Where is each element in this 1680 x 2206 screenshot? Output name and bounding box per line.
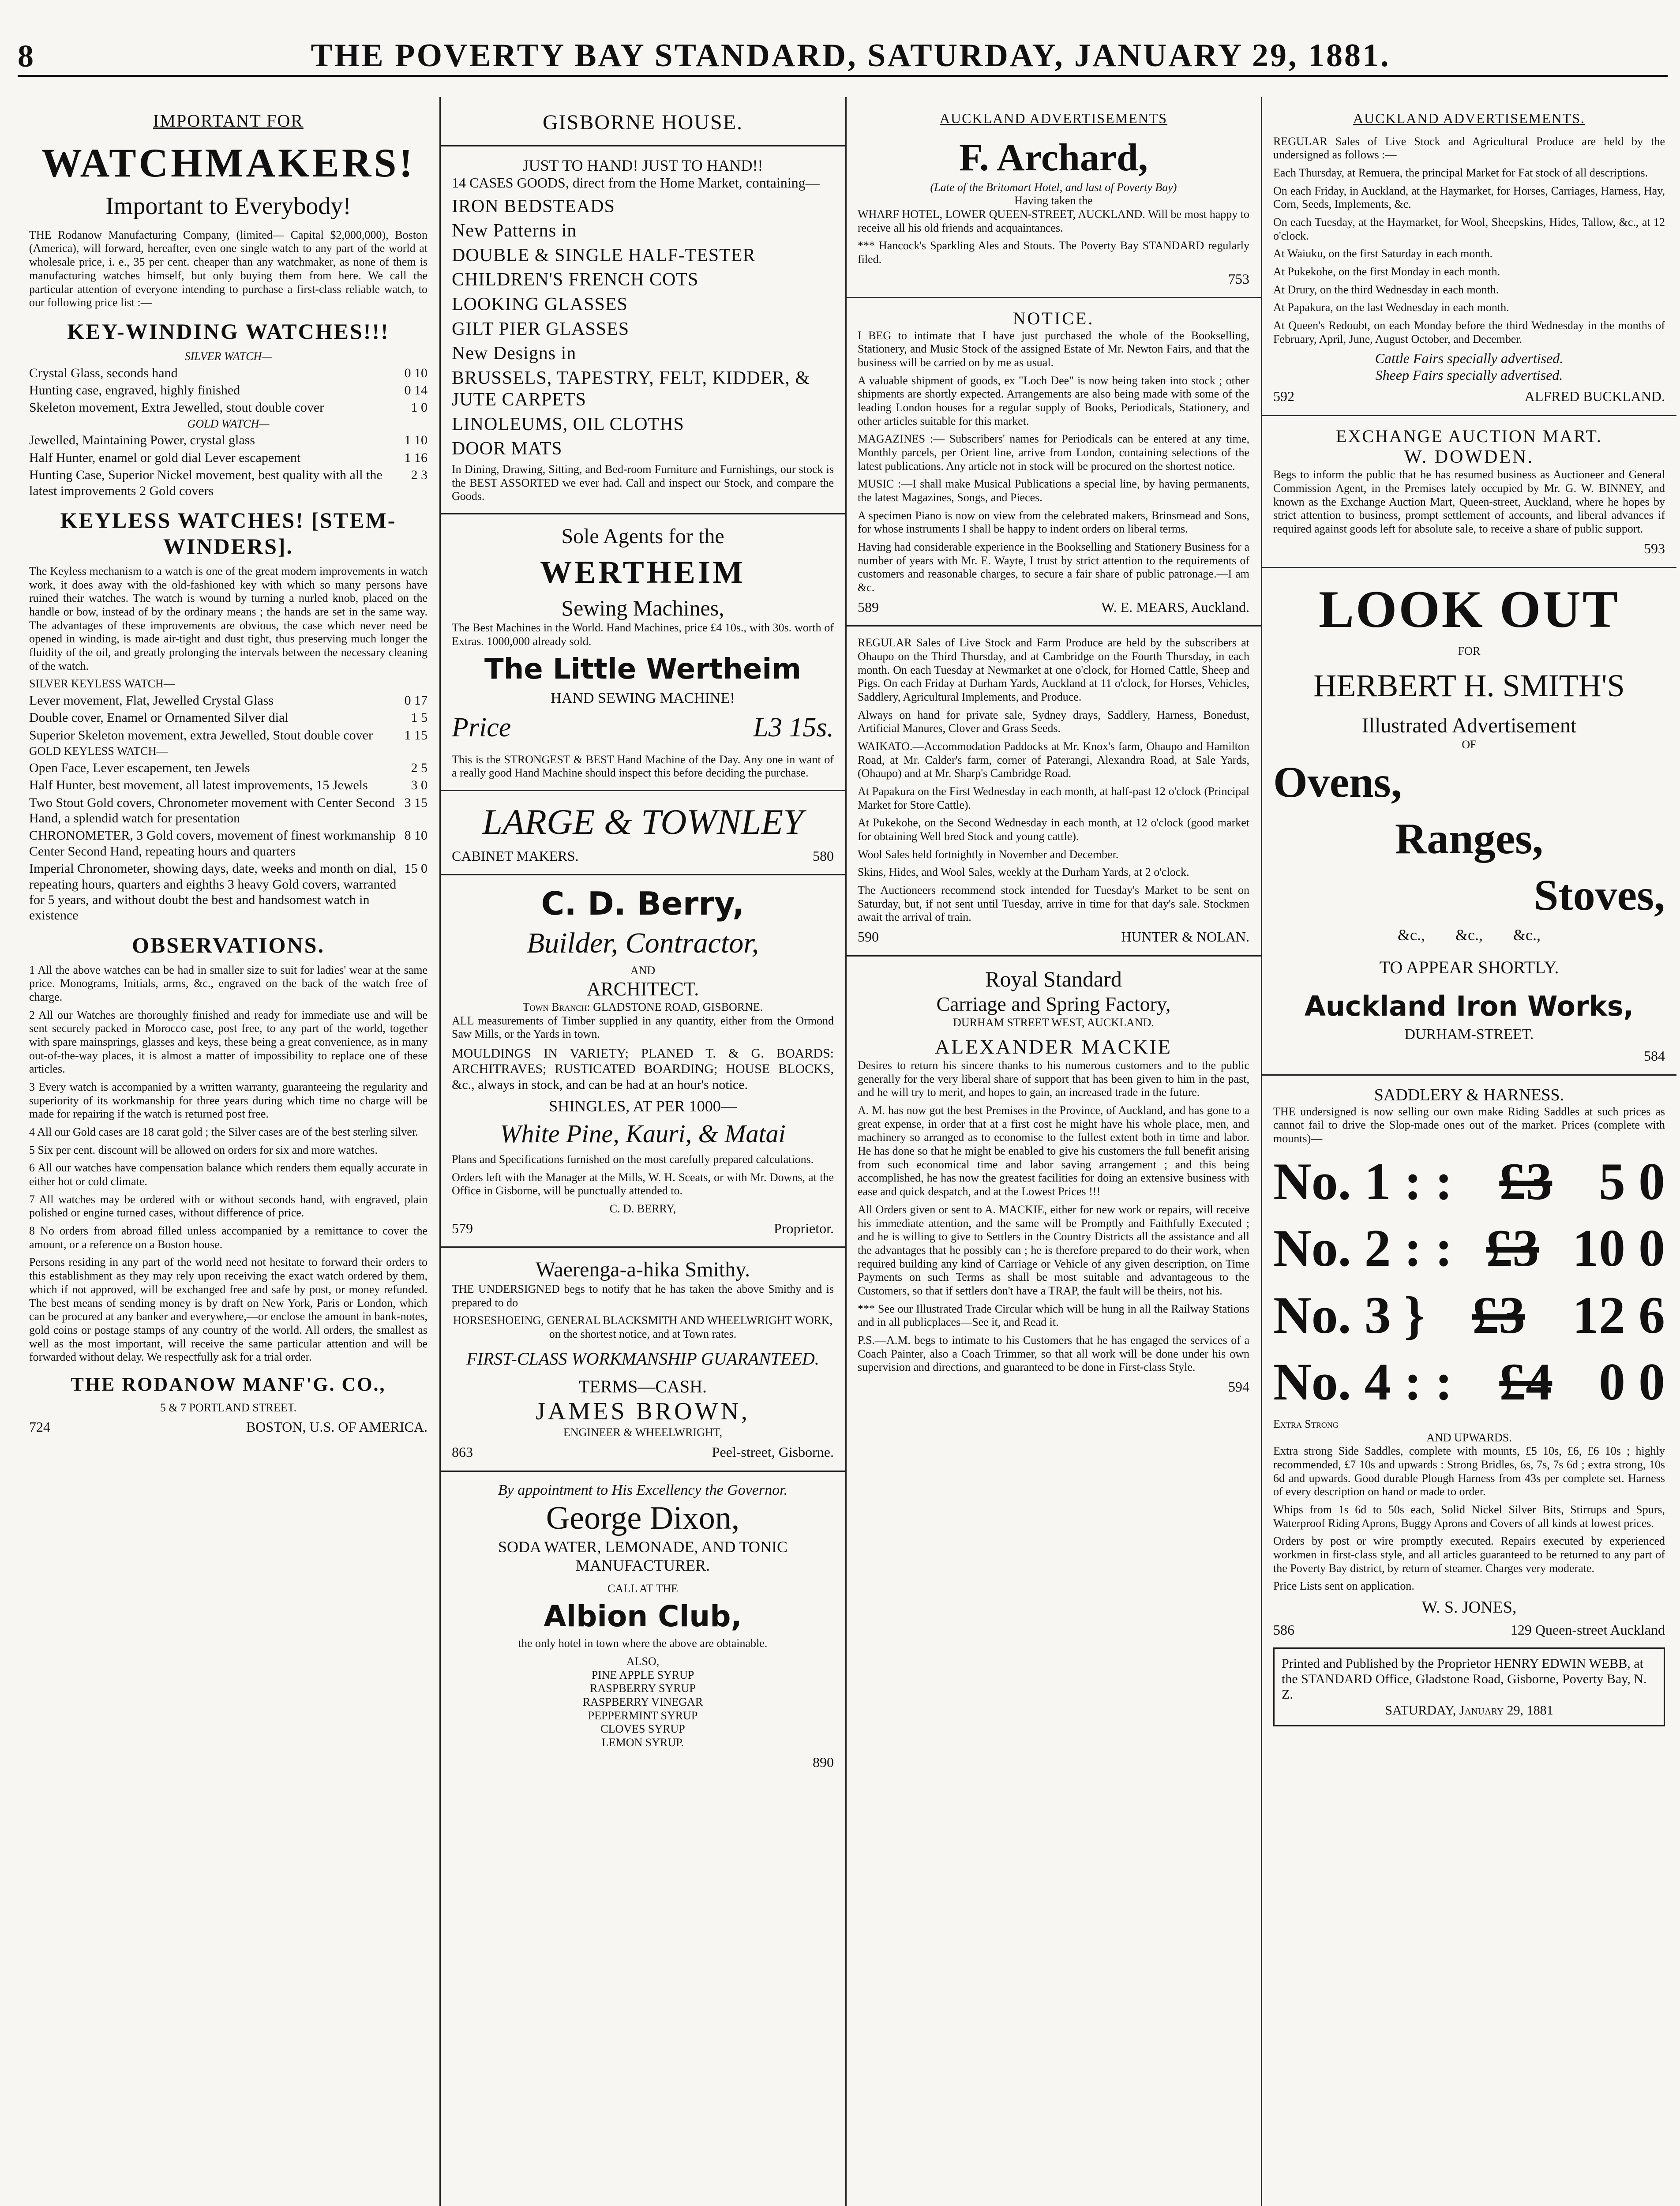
terms-cash: TERMS—CASH. [578, 1376, 707, 1396]
item-name: CHRONOMETER, 3 Gold covers, movement of finest workmanship Center Second Hand, repeating hours and quarters [29, 828, 396, 859]
company-street: 5 & 7 PORTLAND STREET. [160, 1401, 297, 1414]
ad-reference: 590 [858, 929, 879, 945]
old-price: £3 [1499, 1152, 1552, 1211]
silver-keyless-label: SILVER KEYLESS WATCH— [29, 677, 175, 690]
price-list-item [29, 693, 428, 708]
saddle-p5: Price Lists sent on application. [1273, 1579, 1414, 1593]
regular-p2: Always on hand for private sale, Sydney drays, Saddlery, Harness, Bonedust, Artificial Manures, Clover and Grass Seeds. [858, 708, 1249, 735]
ad-reference: 890 [813, 1754, 834, 1770]
item-name: Jewelled, Maintaining Power, crystal glass [29, 433, 255, 448]
column-watchmakers [18, 97, 439, 2206]
observations-title: OBSERVATIONS. [132, 932, 325, 957]
wertheim-body: The Best Machines in the World. Hand Machines, price £4 10s., with 30s. worth of Extras. 1000,000 already sold. [452, 621, 834, 648]
masthead [18, 18, 1668, 77]
dowden-body: Begs to inform the public that he has resumed business as Auctioneer and General Commission Agent, in the Premises lately occupied by Mr. G. W. BINNEY, and known as the Exchange Auction Mart, Queen-street, Auckland, where he hopes by strict attention to business, prompt settlement of accounts, and liberal advances if required against goods left for absolute sale, to receive a share of public support. [1273, 468, 1665, 536]
price-list-item [29, 795, 428, 826]
goods-item: GILT PIER GLASSES [452, 319, 630, 339]
item-name: Skeleton movement, Extra Jewelled, stout double cover [29, 400, 324, 415]
archard-taken: Having taken the [1014, 194, 1093, 207]
silver-watch-list [29, 365, 428, 416]
smithy-work: HORSESHOEING, GENERAL BLACKSMITH AND WHEELWRIGHT WORK, [453, 1314, 833, 1327]
archard-title: F. Archard, [959, 136, 1148, 179]
item-price: 1 16 [404, 450, 428, 465]
gisborne-house-header: GISBORNE HOUSE. [542, 111, 743, 134]
item-name: Superior Skeleton movement, extra Jewelled, Stout double cover [29, 728, 373, 743]
saddle-number: No. 2 : : [1273, 1219, 1453, 1278]
new-price: 5 0 [1599, 1152, 1665, 1211]
ad-reference: 592 [1273, 388, 1294, 404]
durham-street: DURHAM-STREET. [1404, 1026, 1534, 1043]
observations-list [29, 964, 428, 1252]
wertheim-title: WERTHEIM [540, 554, 746, 590]
price-list-item [29, 450, 428, 465]
closing-text: Persons residing in any part of the world need not hesitate to forward their orders to this establishment as they may rely upon receiving the exact watch ordered by them, which if not approved, will be exchanged free and safe by post, or money refunded. The best means of sending money is by draft on New York, Paris or London, which can be procured at any banker and everywhere,—or enclose the amount in bank-notes, gold coins or postage stamps of any country of the world. All orders, the smallest as well as the most important, will receive the same particular attention and will be forwarded without delay. We respectfully ask for a trial order. [29, 1256, 428, 1364]
notice-p2: A valuable shipment of goods, ex "Loch Dee" is now being taken into stock ; other shipments are shortly expected. Arrangements are also being made with some of the leading London houses for a regular supply of Books, Periodicals, Stationery, and other articles suitable for this market. [858, 374, 1249, 428]
company-city: BOSTON, U.S. OF AMERICA. [246, 1419, 428, 1435]
brown-address: Peel-street, Gisborne. [712, 1444, 834, 1460]
architect: ARCHITECT. [586, 978, 699, 1000]
carriage-factory: Carriage and Spring Factory, [936, 992, 1171, 1015]
ad-reference: 724 [29, 1419, 50, 1435]
syrup-item: RASPBERRY VINEGAR [582, 1696, 703, 1709]
keyless-title: KEYLESS WATCHES! [STEM-WINDERS]. [60, 507, 397, 559]
goods-item: IRON BEDSTEADS [452, 196, 615, 217]
keyless-body: The Keyless mechanism to a watch is one of the great modern improvements in watch work, it does away with the old-fashioned key with which so many persons have ruined their watches. The watch is wound by turning a nurled knob, placed on the handle or bow, instead of by the ordinary means ; the hands are set in the same way. The advantages of these improvements are obvious, the case which never need be opened in winding, is made air-tight and dust tight, thus preserving much longer the fluidity of the oil, and greatly prolonging the intervals between the necessary cleaning of the watch. [29, 564, 428, 672]
price-list-item [29, 432, 428, 448]
item-price: 1 5 [411, 710, 428, 725]
item-name: Half Hunter, best movement, all latest improvements, 15 Jewels [29, 778, 368, 793]
item-name: Lever movement, Flat, Jewelled Crystal Glass [29, 693, 274, 708]
item-name: Two Stout Gold covers, Chronometer movement with Center Second Hand, a splendid watch for presentation [29, 795, 395, 825]
cattle-fairs: Cattle Fairs specially advertised. [1375, 350, 1564, 367]
sales-body: REGULAR Sales of Live Stock and Agricultural Produce are held by the undersigned as follows :— [1273, 135, 1665, 161]
alfred-buckland: ALFRED BUCKLAND. [1524, 388, 1665, 404]
regular-sales: REGULAR Sales of Live Stock and Farm Produce are held by the subscribers at Ohaupo on the Third Thursday, and at Cambridge on the Fourth Thursday, in each month. On each Tuesday at Newmarket at one o'clock, for Horned Cattle, Sheep and Pigs. On each Friday at Durham Yards, Auckland at 11 o'clock, for Horses, Vehicles, Saddlery, Agricultural Implements, and Produce. [858, 636, 1249, 704]
notice-p5: A specimen Piano is now on view from the celebrated makers, Brinsmead and Sons, for whose instruments I shall be happy to indent orders on liberal terms. [858, 509, 1249, 536]
item-price: 0 17 [404, 693, 428, 708]
sewing-machines: Sewing Machines, [561, 596, 724, 621]
price-list-item [29, 760, 428, 776]
goods-item: BRUSSELS, TAPESTRY, FELT, KIDDER, & JUTE CARPETS [452, 368, 810, 410]
watchmakers-title: WATCHMAKERS! [41, 140, 416, 186]
plans: Plans and Specifications furnished on the most carefully prepared calculations. [452, 1152, 814, 1166]
goods-item: CHILDREN'S FRENCH COTS [452, 270, 699, 290]
saddle-price-row [1273, 1351, 1665, 1413]
item-name: Half Hunter, enamel or gold dial Lever escapement [29, 450, 301, 465]
item-name: Open Face, Lever escapement, ten Jewels [29, 760, 250, 775]
ad-reference: 593 [1644, 540, 1665, 556]
mackie-p2: A. M. has now got the best Premises in the Province, of Auckland, and has gone to a great expense, in order that at a first cost he might have his whole place, men, and machinery so arranged as to economise to the fullest extent both in time and labor. He has done so that he might be enabled to give his customers the full benefit arising from such economical time and labor saving arrangement ; and this being accomplished, he has now the greatest facilities for doing an extensive business with ease and quick despatch, and at the Lowest Prices !!! [858, 1104, 1249, 1198]
little-wertheim-body: This is the STRONGEST & BEST Hand Machine of the Day. Any one in want of a really good Hand Machine should inspect this before deciding the purchase. [452, 753, 834, 780]
mackie-p4: *** See our Illustrated Trade Circular which will be hung in all the Railway Stations and in all publicplaces—See it, and Read it. [858, 1302, 1249, 1329]
berry-signature: C. D. BERRY, [609, 1202, 676, 1215]
large-townley-title: LARGE & TOWNLEY [482, 801, 803, 842]
appear-shortly: TO APPEAR SHORTLY. [1379, 957, 1559, 977]
observation-item: 7 All watches may be ordered with or without seconds hand, with engraved, plain polished or engine turned cases, without difference of price. [29, 1193, 428, 1219]
item-name: Crystal Glass, seconds hand [29, 365, 178, 380]
appointment: By appointment to His Excellency the Governor. [498, 1482, 788, 1498]
archard-sub: (Late of the Britomart Hotel, and last of Poverty Bay) [930, 180, 1177, 194]
alexander-mackie: ALEXANDER MACKIE [934, 1035, 1172, 1058]
regular-p5: At Pukekohe, on the Second Wednesday in each month, at 12 o'clock (good market for obtaining Well bred Stock and young cattle). [858, 816, 1249, 843]
price-list-item [29, 728, 428, 743]
price-list-item [29, 383, 428, 398]
mears-signature: W. E. MEARS, Auckland. [1101, 599, 1249, 615]
item-price: 15 0 [404, 861, 428, 876]
call-at-the: CALL AT THE [608, 1582, 678, 1595]
ad-reference: 580 [813, 848, 834, 864]
ad-reference: 863 [452, 1444, 473, 1460]
item-name: Hunting Case, Superior Nickel movement, best quality with all the latest improvements 2 Gold covers [29, 468, 382, 498]
old-price: £3 [1472, 1285, 1525, 1344]
berry-and: AND [630, 964, 656, 977]
gold-watch-list [29, 432, 428, 499]
shingles: SHINGLES, AT PER 1000— [549, 1097, 737, 1115]
syrup-item: PINE APPLE SYRUP [591, 1668, 694, 1681]
observation-item: 4 All our Gold cases are 18 carat gold ; the Silver cases are of the best sterling silver. [29, 1126, 418, 1139]
saddle-price-row [1273, 1150, 1665, 1213]
ad-reference: 579 [452, 1220, 473, 1236]
cabinet-makers: CABINET MAKERS. [452, 848, 579, 864]
stoves: Stoves, [1534, 870, 1665, 920]
exchange-mart: EXCHANGE AUCTION MART. [1336, 426, 1602, 446]
ovens: Ovens, [1273, 758, 1402, 807]
hunter-nolan: HUNTER & NOLAN. [1121, 929, 1249, 945]
gisborne-house-body: In Dining, Drawing, Sitting, and Bed-room Furniture and Furnishings, our stock is the BEST ASSORTED we ever had. Call and inspect our Stock, and compare the Goods. [452, 462, 834, 503]
saddle-price-list [1273, 1150, 1665, 1413]
item-name: Hunting case, engraved, highly finished [29, 383, 240, 398]
item-price: 2 3 [411, 468, 428, 483]
mackie-body: Desires to return his sincere thanks to his numerous customers and to the public generally for the very liberal share of support that has been given to him in the past, and he will try to merit, and hopes to gain, an increased trade in the future. [858, 1059, 1249, 1099]
price-list-item [29, 400, 428, 415]
extra-strong: Extra Strong [1273, 1417, 1339, 1430]
goods-item: New Designs in [452, 343, 577, 364]
item-name: Double cover, Enamel or Ornamented Silver dial [29, 710, 289, 725]
syrup-item: PEPPERMINT SYRUP [588, 1709, 698, 1722]
dixon-sub: SODA WATER, LEMONADE, AND TONIC MANUFACTURER. [498, 1538, 788, 1575]
goods-item: LINOLEUMS, OIL CLOTHS [452, 414, 684, 435]
price-list-item [29, 777, 428, 793]
syrup-item: LEMON SYRUP. [601, 1736, 684, 1749]
notice-p4: MUSIC :—I shall make Musical Publications a special line, by having permanents, the latest Magazines, Songs, and Pieces. [858, 477, 1249, 504]
woods: White Pine, Kauri, & Matai [500, 1119, 786, 1148]
item-price: 3 15 [404, 795, 428, 810]
syrup-list [452, 1669, 834, 1750]
column-auckland-2 [1262, 97, 1676, 2206]
price-list-item [29, 828, 428, 859]
and-upwards: AND UPWARDS. [1426, 1431, 1512, 1444]
old-price: £4 [1499, 1352, 1552, 1411]
ad-reference: 589 [858, 599, 879, 615]
town-branch: Town Branch: GLADSTONE ROAD, GISBORNE. [522, 1000, 763, 1013]
item-price: 1 15 [404, 728, 428, 743]
item-price: 2 5 [411, 760, 428, 775]
sales-list [1273, 166, 1665, 346]
george-dixon: George Dixon, [546, 1500, 740, 1536]
price-list-item [29, 467, 428, 499]
item-price: 0 14 [404, 383, 428, 398]
goods-item: LOOKING GLASSES [452, 294, 628, 315]
old-price: £3 [1486, 1219, 1539, 1278]
ranges: Ranges, [1395, 814, 1544, 863]
masthead-title: THE POVERTY BAY STANDARD, SATURDAY, JANUARY 29, 1881. [311, 37, 1391, 74]
brown-role: ENGINEER & WHEELWRIGHT, [563, 1426, 723, 1439]
notice-p3: MAGAZINES :— Subscribers' names for Periodicals can be entered at any time, Monthly parcels, per Orient line, arrive from London, containing selections of the latest publications. Any article not in stock will be procured on the shortest notice. [858, 432, 1249, 473]
price-label: Price [452, 713, 511, 743]
goods-list [452, 196, 834, 460]
watchmakers-subtitle: Important to Everybody! [105, 192, 351, 220]
notice-p6: Having had considerable experience in the Bookselling and Stationery Business for a number of years with Mr. E. Wayte, I trust by strict attention to the requirements of customers and reasonable charges, to secure a fair share of public patronage.—I am &c. [858, 540, 1249, 594]
first-class: FIRST-CLASS WORKMANSHIP GUARANTEED. [466, 1348, 819, 1369]
key-winding-title: KEY-WINDING WATCHES!!! [67, 319, 390, 344]
saddle-number: No. 3 } [1273, 1285, 1425, 1344]
builder-contractor: Builder, Contractor, [526, 927, 759, 960]
smithy-body: THE UNDERSIGNED begs to notify that he has taken the above Smithy and is prepared to do [452, 1282, 834, 1309]
of: OF [1462, 738, 1477, 751]
hancock: *** Hancock's Sparkling Ales and Stouts. The Poverty Bay STANDARD regularly filed. [858, 239, 1249, 266]
column-gisborne [440, 97, 845, 2206]
silver-watch-label: SILVER WATCH— [184, 349, 272, 363]
gold-watch-label: GOLD WATCH— [187, 417, 270, 430]
auckland-header: AUCKLAND ADVERTISEMENTS. [1353, 110, 1586, 126]
orders: Orders left with the Manager at the Mills, W. H. Sceats, or with Mr. Downs, at the Office in Gisborne, will be punctually attended to. [452, 1171, 834, 1197]
item-name: Imperial Chronometer, showing days, date, weeks and month on dial, repeating hours, quarters and eighths 3 heavy Gold covers, warranted for 5 years, and without doubt the best and handsomest watch in existence [29, 861, 397, 923]
new-price: 0 0 [1599, 1352, 1665, 1411]
item-price: 3 0 [411, 778, 428, 793]
sales-item: At Drury, on the third Wednesday in each month. [1273, 283, 1499, 296]
mackie-p5: P.S.—A.M. begs to intimate to his Customers that he has engaged the services of a Coach Painter, also a Coach Trimmer, so that all work will be done under his own supervision and directions, and guaranteed to be done in First-class Style. [858, 1333, 1249, 1374]
notice-body: I BEG to intimate that I have just purchased the whole of the Bookselling, Stationery, and Music Stock of the assigned Estate of Mr. Newton Fairs, and that the business will be carried on by me as usual. [858, 329, 1249, 369]
new-price: 12 6 [1572, 1285, 1665, 1344]
proprietor: Proprietor. [774, 1220, 834, 1236]
sales-item: At Papakura, on the last Wednesday in each month. [1273, 301, 1509, 314]
notice-title: NOTICE. [1012, 308, 1095, 329]
berry-title: C. D. Berry, [541, 885, 745, 923]
regular-p7: Skins, Hides, and Wool Sales, weekly at the Durham Yards, at 2 o'clock. [858, 866, 1189, 879]
regular-p4: At Papakura on the First Wednesday in each month, at half-past 12 o'clock (Principal Market for Store Cattle). [858, 785, 1249, 811]
price-list-item [29, 861, 428, 923]
item-price: 8 10 [404, 828, 428, 843]
column-auckland-1 [846, 97, 1261, 2206]
saddle-p3: Whips from 1s 6d to 50s each, Solid Nickel Silver Bits, Stirrups and Spurs, Waterproof Riding Aprons, Buggy Aprons and Covers of all kinds at lowest prices. [1273, 1503, 1665, 1530]
syrup-item: RASPBERRY SYRUP [590, 1682, 696, 1695]
mackie-p3: All Orders given or sent to A. MACKIE, either for new work or repairs, will receive his immediate attention, and the same will be Promptly and Faithfully Executed ; and he is willing to give to Settlers in the Country Districts all the assistance and all the advantages that he possibly can ; he is therefore prepared to do their work, when required building any kind of Carriage or Vehicle of any given description, on Time Payments on such Terms as shall be most suitable and advantageous to the Customers, so that if settlers don't have a TRAP, the fault will be theirs, not his. [858, 1203, 1249, 1297]
sales-item: On each Friday, in Auckland, at the Haymarket, for Horses, Carriages, Harness, Hay, Corn, Seeds, Implements, &c. [1273, 184, 1665, 211]
observation-item: 1 All the above watches can be had in smaller size to suit for ladies' wear at the same price. Monograms, Initials, arms, &c., engraved on the back of the watch free of charge. [29, 963, 428, 1004]
james-brown: JAMES BROWN, [536, 1398, 750, 1426]
mouldings: MOULDINGS IN VARIETY; PLANED T. & G. BOARDS: ARCHITRAVES; RUSTICATED BOARDING; HOUSE BLOCKS, &c., always in stock, and can be had at an hour's notice. [452, 1046, 834, 1092]
ad-reference: 594 [1228, 1378, 1249, 1395]
smithy-notice: on the shortest notice, and at Town rates. [549, 1328, 737, 1340]
just-to-hand: JUST TO HAND! JUST TO HAND!! [522, 156, 763, 174]
sales-item: Each Thursday, at Remuera, the principal Market for Fat stock of all descriptions. [1273, 166, 1648, 180]
berry-body: ALL measurements of Timber supplied in any quantity, either from the Ormond Saw Mills, or the Yards in town. [452, 1014, 834, 1041]
royal-address: DURHAM STREET WEST, AUCKLAND. [953, 1016, 1154, 1029]
imprint [1273, 1647, 1665, 1727]
auckland-iron-works: Auckland Iron Works, [1304, 990, 1634, 1022]
auckland-header: AUCKLAND ADVERTISEMENTS [939, 110, 1168, 126]
cases-goods: 14 CASES GOODS, direct from the Home Market, containing— [452, 175, 820, 191]
price-list-item [29, 710, 428, 725]
regular-p8: The Auctioneers recommend stock intended for Tuesday's Market to be sent on Saturday, but, if not sent until Tuesday, arrive in time for that day's sale. Stockmen await the arrival of train. [858, 884, 1249, 924]
also: ALSO, [626, 1655, 660, 1668]
regular-p3: WAIKATO.—Accommodation Paddocks at Mr. Knox's farm, Ohaupo and Hamilton Road, at Mr. Calder's farm, corner of Paterangi, Alexandra Road, at Sale Yards, (Ohaupo) and at Mr. Sharp's Cambridge Road. [858, 740, 1249, 780]
saddle-price-row [1273, 1284, 1665, 1347]
gold-keyless-list [29, 760, 428, 923]
price-list-item [29, 365, 428, 381]
page-number: 8 [18, 38, 34, 74]
observation-item: 5 Six per cent. discount will be allowed on orders for six and more watches. [29, 1143, 378, 1156]
price-value: L3 15s. [753, 713, 834, 743]
item-price: 1 0 [411, 400, 428, 415]
ad-reference: 753 [1228, 270, 1249, 287]
saddle-number: No. 4 : : [1273, 1352, 1453, 1411]
illustrated-ad: Illustrated Advertisement [1361, 713, 1577, 737]
dowden: W. DOWDEN. [1404, 446, 1534, 467]
sales-item: At Queen's Redoubt, on each Monday before the third Wednesday in the months of February, April, June, August October, and December. [1273, 319, 1665, 345]
ws-jones: W. S. JONES, [1421, 1598, 1517, 1617]
jones-address: 129 Queen-street Auckland [1510, 1621, 1665, 1638]
royal-standard: Royal Standard [985, 966, 1122, 991]
sales-item: On each Tuesday, at the Haymarket, for Wool, Sheepskins, Hides, Tallow, &c., at 12 o'clock. [1273, 216, 1665, 242]
important-header: IMPORTANT FOR [153, 111, 304, 131]
saddle-p4: Orders by post or wire promptly executed. Repairs executed by experienced workmen in first-class style, and all articles guaranteed to be returned to any part of the Poverty Bay district, by return of steamer. Charges very moderate. [1273, 1534, 1665, 1575]
hand-sewing-machine: HAND SEWING MACHINE! [551, 690, 735, 707]
company-name: THE RODANOW MANF'G. CO., [71, 1373, 386, 1395]
observation-item: 8 No orders from abroad filled unless accompanied by a remittance to cover the amount, or a reference on a Boston house. [29, 1224, 428, 1251]
archard-body: WHARF HOTEL, LOWER QUEEN-STREET, AUCKLAND. Will be most happy to receive all his old friends and acquaintances. [858, 207, 1249, 234]
imprint-text: Printed and Published by the Proprietor HENRY EDWIN WEBB, at the STANDARD Office, Gladstone Road, Gisborne, Poverty Bay, N. Z. [1282, 1656, 1647, 1702]
sheep-fairs: Sheep Fairs specially advertised. [1375, 367, 1563, 383]
saddlery-harness: SADDLERY & HARNESS. [1374, 1085, 1564, 1104]
ad-reference: 586 [1273, 1621, 1294, 1638]
sole-agents: Sole Agents for the [561, 524, 724, 548]
sales-item: At Pukekohe, on the first Monday in each month. [1273, 265, 1500, 278]
saddle-number: No. 1 : : [1273, 1152, 1453, 1211]
observation-item: 2 All our Watches are thoroughly finished and ready for immediate use and will be sent securely packed in Morocco case, post free, to any part of the world, together with spare mainsprings, glasses and keys, these being a great convenience, as in many out-of-the-way places, it is almost a matter of impossibility to replace one of these articles. [29, 1008, 428, 1076]
saddle-body: THE undersigned is now selling our own make Riding Saddles at such prices as cannot fail to drive the Slop-made ones out of the market. Prices (complete with mounts)— [1273, 1105, 1665, 1145]
goods-item: New Patterns in [452, 221, 577, 241]
gold-keyless-label: GOLD KEYLESS WATCH— [29, 745, 168, 758]
albion-body: the only hotel in town where the above are obtainable. [518, 1637, 768, 1650]
saddle-p2: Extra strong Side Saddles, complete with mounts, £5 10s, £6, £6 10s ; highly recommended, £7 10s and upwards : Strong Bridles, 6s, 7s, 7s 6d ; extra strong, 10s 6d and upwards. Good durable Plough Harness from 43s per complete set. Harness of every description on hand or made to order. [1273, 1444, 1665, 1498]
little-wertheim: The Little Wertheim [484, 653, 801, 686]
albion-club: Albion Club, [544, 1599, 742, 1633]
item-price: 1 10 [404, 433, 428, 448]
herbert-smith: HERBERT H. SMITH'S [1313, 668, 1625, 703]
silver-keyless-list [29, 693, 428, 743]
goods-item: DOUBLE & SINGLE HALF-TESTER [452, 245, 756, 266]
new-price: 10 0 [1572, 1219, 1665, 1278]
observation-item: 6 All our watches have compensation balance which renders them equally accurate in either hot or cold climate. [29, 1161, 428, 1188]
saddle-price-row [1273, 1217, 1665, 1279]
sales-item: At Waiuku, on the first Saturday in each month. [1273, 247, 1493, 260]
ad-reference: 584 [1644, 1048, 1665, 1064]
goods-item: DOOR MATS [452, 439, 562, 459]
rodanow-intro: THE Rodanow Manufacturing Company, (limited— Capital $2,000,000), Boston (America), will forward, hereafter, even one single watch to any part of the world at wholesale price, i. e., 35 per cent. cheaper than any watchmaker, as none of them is manufacturing watches himself, but only buying them from here. We call the particular attention of everyone intending to purchase a first-class reliable watch, to our following price list :— [29, 228, 428, 309]
syrup-item: CLOVES SYRUP [600, 1722, 685, 1736]
for: FOR [1458, 645, 1481, 658]
item-price: 0 10 [404, 365, 428, 380]
imprint-date: SATURDAY, January 29, 1881 [1385, 1703, 1553, 1718]
look-out: LOOK OUT [1318, 579, 1620, 638]
smithy-title: Waerenga-a-hika Smithy. [535, 1258, 750, 1282]
etc: &c., &c., &c., [1398, 926, 1541, 944]
regular-p6: Wool Sales held fortnightly in November and December. [858, 848, 1119, 861]
observation-item: 3 Every watch is accompanied by a written warranty, guaranteeing the regularity and superiority of its workmanship for three years during which time no charge will be made for repairing if the watch is returned post free. [29, 1080, 428, 1121]
